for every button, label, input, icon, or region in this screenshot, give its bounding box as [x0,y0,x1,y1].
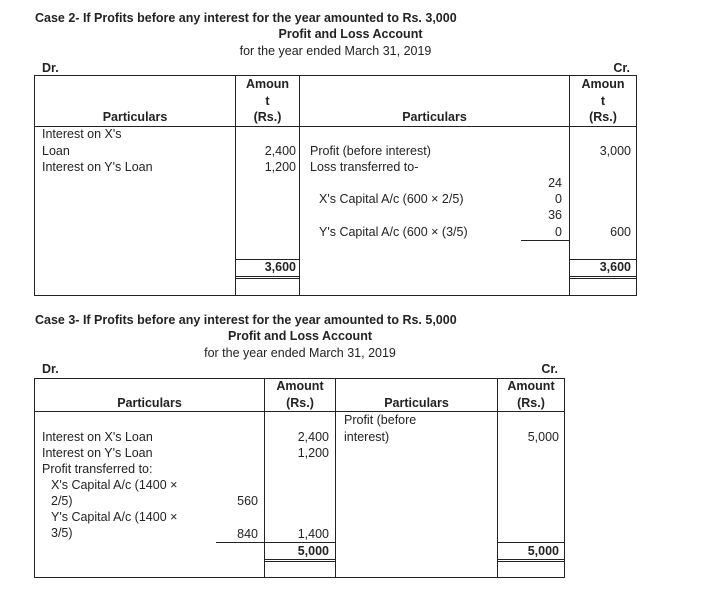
case2-cr-inner-y-l1: 36 [548,208,562,222]
case2-heading: Case 2- If Profits before any interest for the year amounted to Rs. 3,000 [35,11,457,25]
case2-header-amount-dr-l2: t [265,94,270,108]
case3-dr-row-x-capital-l2: 2/5) [51,494,73,508]
case2-dr-label: Dr. [42,61,59,75]
case2-cr-row-profit: Profit (before interest) [310,144,431,158]
case2-period: for the year ended March 31, 2019 [239,44,432,58]
case2-cr-amount-2: 600 [610,225,631,239]
case3-dr-amount-1: 2,400 [297,430,329,444]
case2-header-amount-dr-l3: (Rs.) [253,110,282,124]
case3-dr-row-interest-y: Interest on Y's Loan [42,446,153,460]
case2-total-dr: 3,600 [264,260,296,274]
case3-header-amount-cr-l2: (Rs.) [517,396,545,410]
case2-header-amount-cr-l1: Amoun [581,77,625,91]
case2-header-amount-cr-l3: (Rs.) [589,110,617,124]
case3-header-particulars-cr: Particulars [384,396,449,410]
case2-header-particulars-cr: Particulars [402,110,467,124]
case3-dr-row-profit-transferred: Profit transferred to: [42,462,153,476]
case3-dr-row-y-capital-l1: Y's Capital A/c (1400 × [51,510,178,524]
case2-cr-label: Cr. [613,61,630,75]
case3-heading: Case 3- If Profits before any interest for the year amounted to Rs. 5,000 [35,313,457,327]
case3-total-dr: 5,000 [297,544,329,558]
case2-cr-amount-1: 3,000 [599,144,631,158]
case3-dr-label: Dr. [42,362,59,376]
case3-header-amount-dr-l2: (Rs.) [286,396,314,410]
case3-cr-amount-1: 5,000 [527,430,559,444]
case3-total-cr: 5,000 [527,544,559,558]
case2-total-cr: 3,600 [599,260,631,274]
case2-header-particulars-dr: Particulars [102,110,168,124]
case3-header-amount-dr-l1: Amount [276,379,324,393]
case2-cr-row-x-capital: X's Capital A/c (600 × 2/5) [319,192,464,206]
case2-cr-inner-y-l2: 0 [555,225,562,239]
case2-cr-row-y-capital: Y's Capital A/c (600 × (3/5) [319,225,468,239]
case2-dr-row-interest-x-l2: Loan [42,144,70,158]
case2-account-title: Profit and Loss Account [278,27,423,41]
case3-header-particulars-dr: Particulars [117,396,182,410]
case3-dr-inner-2: 840 [237,527,258,541]
case3-dr-inner-1: 560 [237,494,258,508]
case3-cr-row-profit-l1: Profit (before [344,413,417,427]
case3-dr-row-x-capital-l1: X's Capital A/c (1400 × [51,478,178,492]
case2-cr-inner-x-l2: 0 [555,192,562,206]
case2-dr-amount-2: 1,200 [264,160,296,174]
case3-cr-row-profit-l2: interest) [344,430,390,444]
case2-cr-inner-x-l1: 24 [548,176,562,190]
case3-account-title: Profit and Loss Account [228,329,372,343]
case2-header-amount-cr-l2: t [600,94,606,108]
case2-cr-row-loss-transferred: Loss transferred to- [310,160,419,174]
case3-dr-amount-3: 1,400 [297,527,329,541]
case3-header-amount-cr-l1: Amount [507,379,555,393]
case2-dr-row-interest-y: Interest on Y's Loan [42,160,153,174]
case3-period: for the year ended March 31, 2019 [204,346,396,360]
case3-dr-row-y-capital-l2: 3/5) [51,526,73,540]
case3-cr-label: Cr. [541,362,558,376]
case2-dr-amount-1: 2,400 [264,144,296,158]
case3-dr-row-interest-x: Interest on X's Loan [42,430,153,444]
case3-dr-amount-2: 1,200 [297,446,329,460]
case2-dr-row-interest-x-l1: Interest on X's [42,127,122,141]
case2-header-amount-dr-l1: Amoun [245,77,290,91]
